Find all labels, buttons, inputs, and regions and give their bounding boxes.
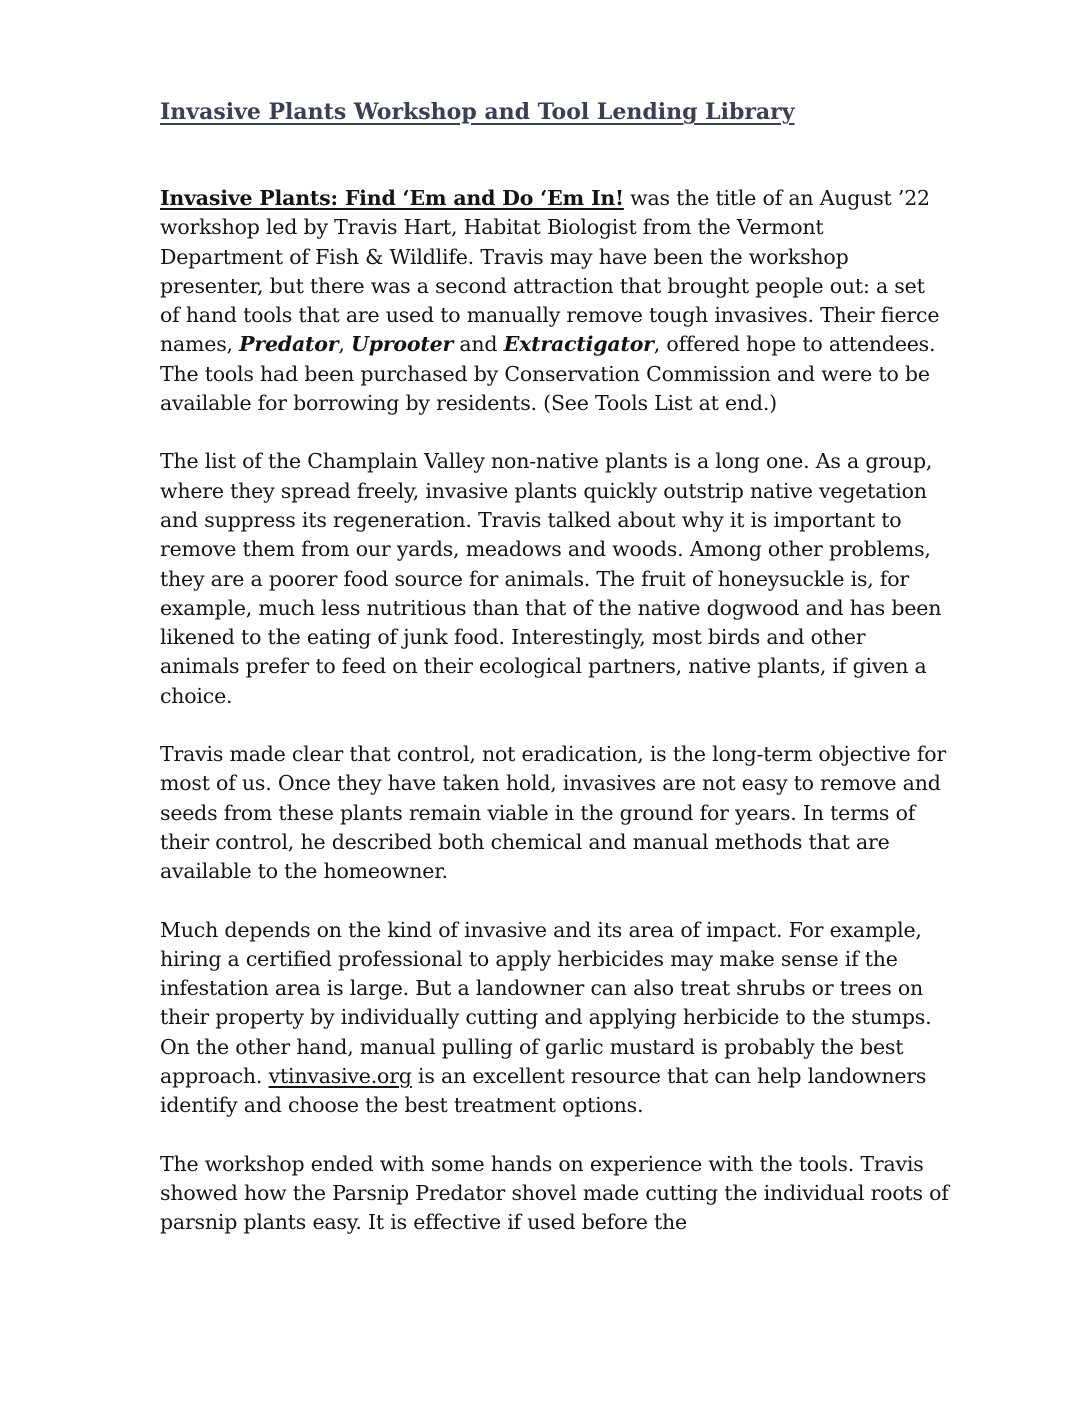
paragraph-text: is an excellent resource that can help landowners identify and choose the best treatment options. (160, 1064, 927, 1118)
paragraph-non-native-plants: The list of the Champlain Valley non-native plants is a long one. As a group, where they spread freely, invasive plants quickly outstrip native vegetation and suppress its regeneration. Travis talked about why it is important to remove them from our yards, meadows and woods. Among other problems, they are a poorer food source for animals. The fruit of honeysuckle is, for example, much less nutritious than that of the native dogwood and has been likened to the eating of junk food. Interestingly, most birds and other animals prefer to feed on their ecological partners, native plants, if given a choice. (160, 449, 942, 708)
paragraph-treatment-options (160, 916, 950, 1121)
paragraph-control-methods: Travis made clear that control, not eradication, is the long-term objective for most of us. Once they have taken hold, invasives are not easy to remove and seeds from these plants remain viable in the ground for years. In terms of their control, he described both chemical and manual methods that are available to the homeowner. (160, 742, 946, 884)
document-body (160, 184, 950, 1267)
paragraph-text: Much depends on the kind of invasive and its area of impact. For example, hiring a certified professional to apply herbicides may make sense if the infestation area is large. But a landowner can also treat shrubs or trees on their property by individually cutting and applying herbicide to the stumps. On the other hand, manual pulling of garlic mustard is probably the best approach. (160, 917, 932, 1089)
tool-name-extractigator: Extractigator (503, 332, 654, 357)
workshop-title-lead: Invasive Plants: Find ‘Em and Do ‘Em In! (160, 186, 624, 210)
separator-text: and (453, 332, 504, 357)
paragraph-hands-on-experience: The workshop ended with some hands on experience with the tools. Travis showed how the Parsnip Predator shovel made cutting the individual roots of parsnip plants easy. It is effective if used before the (160, 1151, 949, 1235)
vtinvasive-link[interactable]: vtinvasive.org (268, 1064, 412, 1089)
tool-name-predator: Predator (239, 332, 339, 357)
separator-text: , (338, 332, 352, 357)
paragraph-text: was the title of an August ’22 workshop led by Travis Hart, Habitat Biologist from the Vermont Department of Fish & Wildlife. Travis may have been the workshop presenter, but there was a second attraction that brought people out: a set of hand tools that are used to manually remove tough invasives. Their fierce names, (160, 186, 940, 357)
paragraph-text: , offered hope to attendees. The tools had been purchased by Conservation Commission and were to be available for borrowing by residents. (See Tools List at end.) (160, 332, 936, 416)
tool-name-uprooter: Uprooter (351, 332, 454, 357)
document-title: Invasive Plants Workshop and Tool Lending Library (160, 99, 795, 125)
paragraph-workshop-intro (160, 184, 950, 418)
